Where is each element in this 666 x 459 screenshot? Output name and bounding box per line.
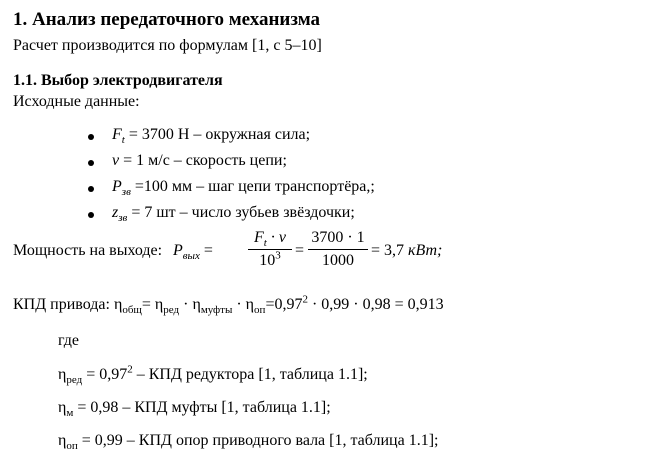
- fraction-numeric: $\frac{3700 \cdot 1}{1000}$: [308, 229, 368, 270]
- list-item: v = 1 м/с – скорость цепи;: [112, 152, 287, 169]
- intro-text: Расчет производится по формулам [1, с 5–10]: [13, 37, 322, 54]
- efficiency-item: $\eta_{ред} = 0,97^2$ – КПД редуктора [1, таблица 1.1];: [58, 363, 368, 387]
- subsection-heading: 1.1. Выбор электродвигателя: [13, 72, 223, 89]
- power-lhs: $P_{вых}$ =: [173, 242, 213, 263]
- equals-sign: =: [295, 242, 305, 259]
- efficiency-item: $\eta_{оп} = 0,99$ – КПД опор приводного вала [1, таблица 1.1];: [58, 432, 439, 453]
- source-data-label: Исходные данные:: [13, 93, 140, 110]
- bullet-dot: [88, 160, 94, 166]
- bullet-dot: [88, 134, 94, 140]
- efficiency-item: $\eta_м = 0,98$ – КПД муфты [1, таблица 1.1];: [58, 399, 331, 420]
- section-heading: 1. Анализ передаточного механизма: [13, 9, 321, 30]
- power-label: Мощность на выходе:: [13, 242, 163, 259]
- fraction-formula: $\frac{F_t \cdot v}{10^3}$: [248, 229, 292, 270]
- where-label: где: [58, 332, 80, 349]
- list-item: $z_{зв} = 7$ шт – число зубьев звёздочки;: [112, 204, 355, 225]
- power-result: = 3,7 кВт;: [371, 242, 443, 259]
- list-item: $P_{зв} =100$ мм – шаг цепи транспортёра,;: [112, 178, 375, 199]
- bullet-dot: [88, 212, 94, 218]
- efficiency-formula: КПД привода: $\eta_{общ}= \eta_{ред} \cdot \eta_{муфты} \cdot \eta_{оп}=0,97^2 \cdot 0,99 \cdot 0,98 = 0,913$: [13, 293, 444, 317]
- bullet-dot: [88, 186, 94, 192]
- list-item: $F_t = 3700$ Н – окружная сила;: [112, 126, 311, 147]
